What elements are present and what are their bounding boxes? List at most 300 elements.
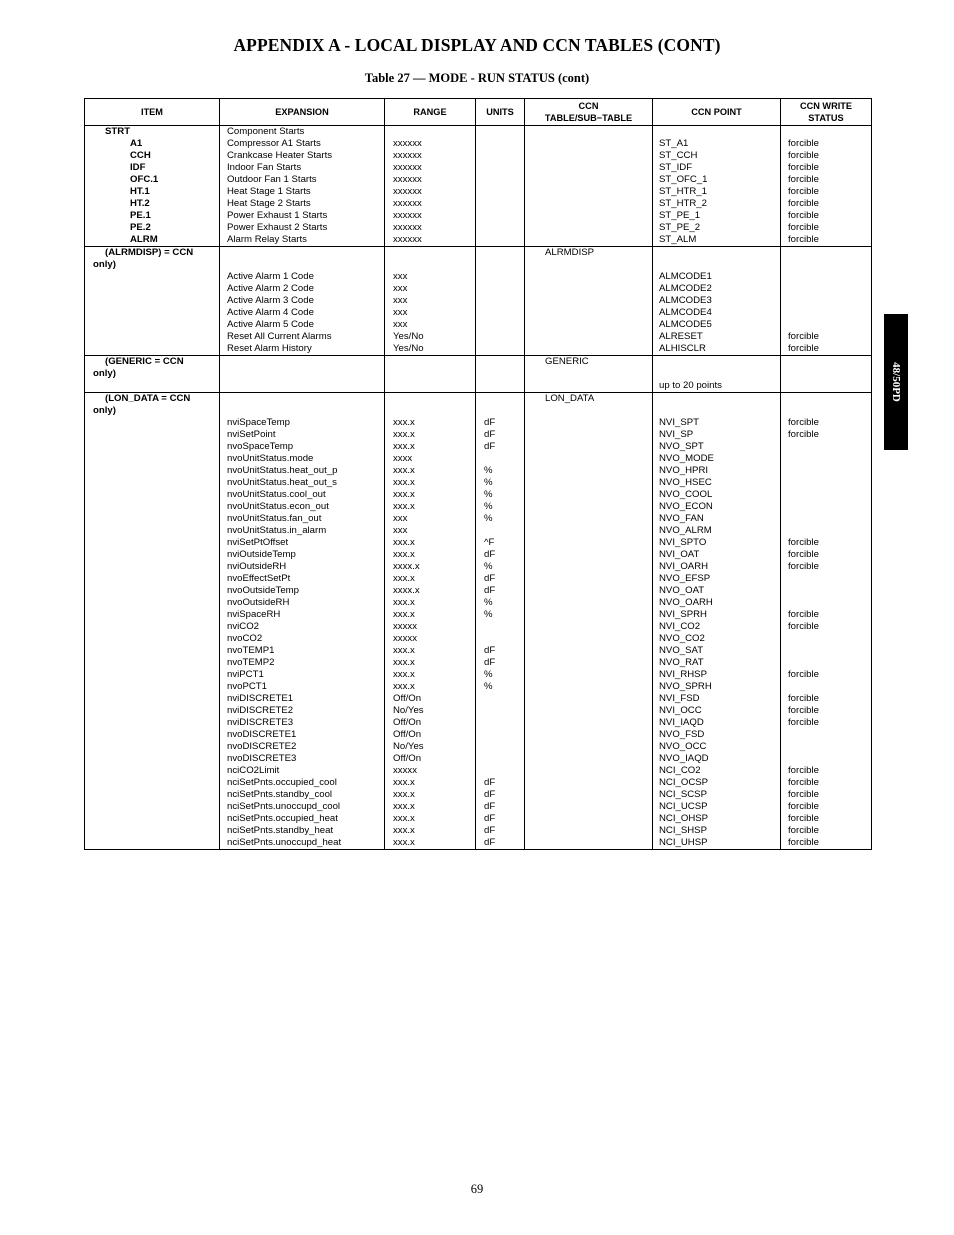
ccn-write-cell — [781, 126, 872, 247]
ccn-write-value: forcible — [788, 549, 819, 560]
range-value: xxx.x — [393, 597, 415, 608]
units-value — [476, 174, 524, 186]
range-value: xxx.x — [393, 549, 415, 560]
item-code: PE.1 — [130, 210, 151, 221]
units-value — [476, 222, 524, 234]
table-header-row — [85, 99, 872, 126]
expansion-value — [220, 247, 384, 259]
header-ccn-point: CCN POINT — [653, 99, 781, 126]
units-value: dF — [484, 573, 496, 584]
item-heading-cont: only) — [93, 405, 116, 416]
range-value: xxx.x — [393, 489, 415, 500]
range-value: Off/On — [393, 693, 422, 704]
ccn-write-value — [781, 573, 871, 585]
side-tab-label: 48/50PD — [890, 362, 902, 402]
units-value — [476, 717, 524, 729]
item-heading: (LON_DATA = CCN — [105, 393, 191, 404]
units-value — [476, 234, 524, 246]
ccn-point-value: NVO_OARH — [659, 597, 713, 608]
expansion-value: nviOutsideTemp — [227, 549, 296, 560]
range-value: xxx.x — [393, 801, 415, 812]
item-heading-cont: only) — [93, 259, 116, 270]
header-ccn-write-line1: CCN WRITE — [799, 101, 853, 111]
units-value — [476, 729, 524, 741]
expansion-value — [220, 368, 384, 380]
range-value: xxxxxx — [393, 198, 422, 209]
expansion-cell — [220, 393, 385, 850]
expansion-value: nvoPCT1 — [227, 681, 267, 692]
units-value — [476, 186, 524, 198]
table-section — [85, 126, 872, 247]
expansion-value — [220, 380, 384, 392]
expansion-value — [220, 259, 384, 271]
expansion-value: Alarm Relay Starts — [227, 234, 307, 245]
expansion-value: Active Alarm 4 Code — [227, 307, 314, 318]
expansion-value: nviDISCRETE1 — [227, 693, 294, 704]
expansion-value: nvoCO2 — [227, 633, 263, 644]
ccn-table-value — [525, 295, 652, 307]
ccn-point-value: NVO_FSD — [659, 729, 705, 740]
range-value: xxx.x — [393, 573, 415, 584]
ccn-write-value: forcible — [788, 609, 819, 620]
ccn-table-value: GENERIC — [545, 356, 589, 367]
range-value: xxxxxx — [393, 174, 422, 185]
ccn-point-value: NVO_CO2 — [659, 633, 705, 644]
range-value — [385, 259, 475, 271]
units-value — [476, 393, 524, 405]
ccn-write-value: forcible — [788, 765, 819, 776]
units-value: % — [484, 513, 493, 524]
run-status-table — [84, 98, 872, 850]
expansion-value: nciSetPnts.unoccupd_cool — [227, 801, 341, 812]
units-value — [476, 331, 524, 343]
ccn-point-value: ST_ALM — [659, 234, 697, 245]
ccn-point-value: NCI_UCSP — [659, 801, 708, 812]
range-value — [385, 393, 475, 405]
units-value — [476, 150, 524, 162]
item-heading-cont: only) — [93, 368, 116, 379]
range-value: xxxxxx — [393, 186, 422, 197]
units-value — [476, 405, 524, 417]
range-value: xxx — [393, 283, 408, 294]
expansion-value: nvoDISCRETE3 — [227, 753, 297, 764]
range-value: xxxxxx — [393, 234, 422, 245]
table-section — [85, 356, 872, 393]
ccn-write-value — [781, 741, 871, 753]
item-heading: (GENERIC = CCN — [105, 356, 184, 367]
expansion-value: nvoTEMP2 — [227, 657, 275, 668]
ccn-table-value — [525, 174, 652, 186]
range-value: xxx.x — [393, 501, 415, 512]
range-value: xxxxx — [393, 765, 417, 776]
units-value: dF — [484, 789, 496, 800]
ccn-table-value — [525, 271, 652, 283]
expansion-value — [220, 393, 384, 405]
range-value: xxxx.x — [393, 585, 420, 596]
expansion-value: nciSetPnts.occupied_cool — [227, 777, 337, 788]
ccn-point-value: up to 20 points — [659, 380, 722, 391]
ccn-point-value — [653, 393, 780, 405]
units-value — [476, 247, 524, 259]
ccn-point-value: NVI_OAT — [659, 549, 700, 560]
range-value: xxx.x — [393, 609, 415, 620]
ccn-point-cell — [653, 356, 781, 393]
expansion-value: Compressor A1 Starts — [227, 138, 321, 149]
ccn-point-value: NVO_SAT — [659, 645, 704, 656]
ccn-write-value — [781, 453, 871, 465]
expansion-value: Outdoor Fan 1 Starts — [227, 174, 317, 185]
range-value: Yes/No — [393, 331, 424, 342]
range-value — [385, 247, 475, 259]
ccn-point-cell — [653, 247, 781, 356]
expansion-value: nviPCT1 — [227, 669, 264, 680]
ccn-table-cell — [525, 247, 653, 356]
units-value: % — [484, 681, 493, 692]
range-value: xxx — [393, 319, 408, 330]
ccn-write-value: forcible — [788, 429, 819, 440]
range-value — [385, 368, 475, 380]
expansion-cell — [220, 356, 385, 393]
ccn-point-value: NVI_CO2 — [659, 621, 701, 632]
units-value: % — [484, 597, 493, 608]
ccn-write-value — [781, 633, 871, 645]
range-value: xxx.x — [393, 537, 415, 548]
expansion-value: nvoUnitStatus.heat_out_s — [227, 477, 337, 488]
units-value: dF — [484, 837, 496, 848]
ccn-write-value: forcible — [788, 138, 819, 149]
ccn-point-value: NVO_EFSP — [659, 573, 711, 584]
ccn-table-value — [525, 283, 652, 295]
range-value — [385, 356, 475, 368]
ccn-table-value — [525, 126, 652, 138]
item-code: ALRM — [130, 234, 158, 245]
ccn-point-value: NVO_SPT — [659, 441, 704, 452]
ccn-point-value: NVI_OARH — [659, 561, 709, 572]
units-value — [476, 356, 524, 368]
ccn-point-value: ALMCODE5 — [659, 319, 712, 330]
ccn-point-value — [653, 356, 780, 368]
ccn-point-value: NVO_HPRI — [659, 465, 709, 476]
expansion-value: nvoUnitStatus.heat_out_p — [227, 465, 338, 476]
expansion-value: nvoEffectSetPt — [227, 573, 291, 584]
units-cell — [476, 393, 525, 850]
ccn-point-value: NCI_OHSP — [659, 813, 709, 824]
expansion-value: nciSetPnts.standby_cool — [227, 789, 333, 800]
ccn-point-value: NVO_COOL — [659, 489, 713, 500]
range-value: xxx — [393, 271, 408, 282]
ccn-table-cell — [525, 126, 653, 247]
ccn-write-cell — [781, 393, 872, 850]
units-value: % — [484, 609, 493, 620]
ccn-write-value — [781, 657, 871, 669]
units-value — [476, 741, 524, 753]
expansion-value: nvoUnitStatus.fan_out — [227, 513, 322, 524]
ccn-point-value: ST_HTR_1 — [659, 186, 707, 197]
ccn-table-value — [525, 150, 652, 162]
item-code: STRT — [105, 126, 131, 137]
ccn-point-value — [653, 405, 780, 417]
ccn-point-value: NVO_OAT — [659, 585, 705, 596]
expansion-value: nviSetPoint — [227, 429, 276, 440]
expansion-value: nvoDISCRETE2 — [227, 741, 297, 752]
expansion-value: nvoOutsideRH — [227, 597, 290, 608]
units-value: % — [484, 465, 493, 476]
ccn-point-cell — [653, 126, 781, 247]
expansion-value: Heat Stage 2 Starts — [227, 198, 311, 209]
ccn-point-value: ALRESET — [659, 331, 703, 342]
ccn-point-value: NVI_OCC — [659, 705, 702, 716]
units-value — [476, 621, 524, 633]
units-value: dF — [484, 825, 496, 836]
units-value — [476, 271, 524, 283]
range-value — [385, 126, 475, 138]
range-value: xxxxxx — [393, 150, 422, 161]
range-value: xxx.x — [393, 813, 415, 824]
expansion-value: Crankcase Heater Starts — [227, 150, 333, 161]
ccn-point-value: ST_A1 — [659, 138, 689, 149]
ccn-point-value: ST_OFC_1 — [659, 174, 708, 185]
ccn-point-value: NVO_RAT — [659, 657, 704, 668]
header-ccn-table-line2: TABLE/SUB−TABLE — [544, 113, 633, 123]
units-value: dF — [484, 657, 496, 668]
units-value: dF — [484, 645, 496, 656]
ccn-write-value: forcible — [788, 222, 819, 233]
header-range: RANGE — [385, 99, 476, 126]
units-value — [476, 162, 524, 174]
units-value: % — [484, 561, 493, 572]
ccn-write-value — [781, 501, 871, 513]
ccn-write-value: forcible — [788, 186, 819, 197]
ccn-table-cell — [525, 393, 653, 850]
ccn-point-value: ALMCODE3 — [659, 295, 712, 306]
side-tab — [884, 314, 908, 450]
ccn-table-value: LON_DATA — [545, 393, 595, 404]
range-cell — [385, 126, 476, 247]
expansion-value: nciSetPnts.occupied_heat — [227, 813, 338, 824]
expansion-value: Power Exhaust 1 Starts — [227, 210, 328, 221]
ccn-table-value — [525, 210, 652, 222]
units-value: dF — [484, 777, 496, 788]
units-value — [476, 283, 524, 295]
range-value: xxxxx — [393, 621, 417, 632]
expansion-value: nvoDISCRETE1 — [227, 729, 297, 740]
ccn-write-value — [781, 283, 871, 295]
ccn-point-value: NVO_SPRH — [659, 681, 712, 692]
ccn-point-value: ALHISCLR — [659, 343, 706, 354]
units-cell — [476, 247, 525, 356]
ccn-table-cell — [525, 356, 653, 393]
units-value — [476, 198, 524, 210]
ccn-point-value: NVI_IAQD — [659, 717, 704, 728]
ccn-table-value — [525, 331, 652, 343]
ccn-table-value — [525, 380, 652, 392]
ccn-point-value — [653, 368, 780, 380]
units-value — [476, 693, 524, 705]
ccn-point-value: ST_PE_2 — [659, 222, 701, 233]
range-value: xxx — [393, 513, 408, 524]
ccn-write-value — [781, 681, 871, 693]
ccn-write-value: forcible — [788, 150, 819, 161]
units-value — [476, 138, 524, 150]
units-value — [476, 295, 524, 307]
range-value: xxx.x — [393, 777, 415, 788]
ccn-point-value: ALMCODE2 — [659, 283, 712, 294]
units-value — [476, 126, 524, 138]
item-cell — [85, 247, 220, 356]
page-number: 69 — [470, 1182, 484, 1196]
ccn-write-value — [781, 477, 871, 489]
expansion-value — [220, 356, 384, 368]
units-value — [476, 525, 524, 537]
ccn-write-value — [781, 489, 871, 501]
range-value: Off/On — [393, 753, 422, 764]
item-code: CCH — [130, 150, 151, 161]
ccn-write-value: forcible — [788, 537, 819, 548]
page-title: APPENDIX A - LOCAL DISPLAY AND CCN TABLES (CONT) — [233, 35, 721, 55]
ccn-point-value: ST_HTR_2 — [659, 198, 707, 209]
ccn-write-value — [781, 393, 871, 405]
ccn-write-value: forcible — [788, 561, 819, 572]
range-value: xxxxxx — [393, 162, 422, 173]
ccn-write-value — [781, 465, 871, 477]
expansion-value: nvoOutsideTemp — [227, 585, 299, 596]
ccn-point-value: NVO_ALRM — [659, 525, 712, 536]
ccn-table-value — [525, 319, 652, 331]
range-value: xxx.x — [393, 657, 415, 668]
ccn-write-value — [781, 585, 871, 597]
units-value — [476, 380, 524, 392]
expansion-value: Heat Stage 1 Starts — [227, 186, 311, 197]
range-value: xxxxxx — [393, 210, 422, 221]
ccn-write-value: forcible — [788, 717, 819, 728]
expansion-value: Active Alarm 1 Code — [227, 271, 314, 282]
range-value: xxx.x — [393, 825, 415, 836]
units-value: dF — [484, 801, 496, 812]
ccn-point-value: ALMCODE4 — [659, 307, 712, 318]
range-value: xxxxxx — [393, 138, 422, 149]
range-value: Off/On — [393, 717, 422, 728]
ccn-point-value: NCI_CO2 — [659, 765, 701, 776]
range-value: xxxxx — [393, 633, 417, 644]
ccn-write-value: forcible — [788, 837, 819, 848]
ccn-write-value — [781, 356, 871, 368]
item-heading: (ALRMDISP) = CCN — [105, 247, 194, 258]
expansion-value: nciSetPnts.standby_heat — [227, 825, 334, 836]
range-cell — [385, 393, 476, 850]
header-units: UNITS — [476, 99, 525, 126]
ccn-write-value — [781, 271, 871, 283]
range-value: xxx.x — [393, 477, 415, 488]
item-code: HT.2 — [130, 198, 150, 209]
ccn-table-value — [525, 368, 652, 380]
ccn-write-value — [781, 729, 871, 741]
item-code: IDF — [130, 162, 146, 173]
ccn-write-value: forcible — [788, 825, 819, 836]
ccn-table-value — [525, 138, 652, 150]
ccn-write-value — [781, 441, 871, 453]
ccn-write-value — [781, 307, 871, 319]
expansion-value: Reset All Current Alarms — [227, 331, 332, 342]
range-value: xxxx.x — [393, 561, 420, 572]
ccn-write-value: forcible — [788, 777, 819, 788]
range-value: xxx.x — [393, 669, 415, 680]
units-value — [476, 259, 524, 271]
units-value — [476, 319, 524, 331]
units-value: dF — [484, 429, 496, 440]
ccn-point-value: NVO_MODE — [659, 453, 714, 464]
item-cell — [85, 126, 220, 247]
units-value: dF — [484, 417, 496, 428]
ccn-write-value: forcible — [788, 343, 819, 354]
ccn-point-value: NCI_SHSP — [659, 825, 707, 836]
ccn-write-value — [781, 380, 871, 392]
units-cell — [476, 126, 525, 247]
ccn-point-value — [653, 247, 780, 259]
item-code: OFC.1 — [130, 174, 159, 185]
units-value: dF — [484, 813, 496, 824]
ccn-point-value: ST_IDF — [659, 162, 693, 173]
units-value: dF — [484, 585, 496, 596]
ccn-table-value — [525, 259, 652, 271]
expansion-value: Active Alarm 3 Code — [227, 295, 314, 306]
range-value: xxx.x — [393, 681, 415, 692]
expansion-value: nviDISCRETE3 — [227, 717, 294, 728]
ccn-write-value: forcible — [788, 801, 819, 812]
expansion-value: Reset Alarm History — [227, 343, 312, 354]
ccn-point-value: NVO_HSEC — [659, 477, 712, 488]
units-value: % — [484, 501, 493, 512]
expansion-value: Component Starts — [227, 126, 305, 137]
expansion-cell — [220, 247, 385, 356]
ccn-table-value — [525, 162, 652, 174]
table-section — [85, 247, 872, 356]
ccn-write-value: forcible — [788, 210, 819, 221]
expansion-value: nvoUnitStatus.cool_out — [227, 489, 326, 500]
units-value — [476, 753, 524, 765]
units-value — [476, 453, 524, 465]
ccn-table-value: ALRMDISP — [545, 247, 595, 258]
ccn-write-value: forcible — [788, 789, 819, 800]
ccn-point-cell — [653, 393, 781, 850]
expansion-value — [220, 405, 384, 417]
item-code: HT.1 — [130, 186, 150, 197]
units-value — [476, 343, 524, 355]
ccn-point-value: NVI_FSD — [659, 693, 700, 704]
ccn-write-value: forcible — [788, 417, 819, 428]
header-ccn-write — [781, 99, 872, 126]
expansion-value: nvoUnitStatus.mode — [227, 453, 314, 464]
range-value: xxx.x — [393, 645, 415, 656]
expansion-value: nviSpaceRH — [227, 609, 281, 620]
expansion-value: nvoSpaceTemp — [227, 441, 294, 452]
expansion-value: nvoUnitStatus.econ_out — [227, 501, 329, 512]
range-value: xxx.x — [393, 789, 415, 800]
units-value: dF — [484, 549, 496, 560]
ccn-table-value — [525, 234, 652, 246]
ccn-point-value: NVI_SPT — [659, 417, 699, 428]
ccn-write-value — [781, 405, 871, 417]
range-value: xxxx — [393, 453, 413, 464]
range-cell — [385, 356, 476, 393]
units-value — [476, 307, 524, 319]
units-value — [476, 210, 524, 222]
ccn-point-value: NVI_RHSP — [659, 669, 707, 680]
header-expansion: EXPANSION — [220, 99, 385, 126]
item-cell — [85, 356, 220, 393]
range-value: No/Yes — [393, 705, 424, 716]
ccn-point-value: NVI_SP — [659, 429, 694, 440]
ccn-write-value: forcible — [788, 331, 819, 342]
